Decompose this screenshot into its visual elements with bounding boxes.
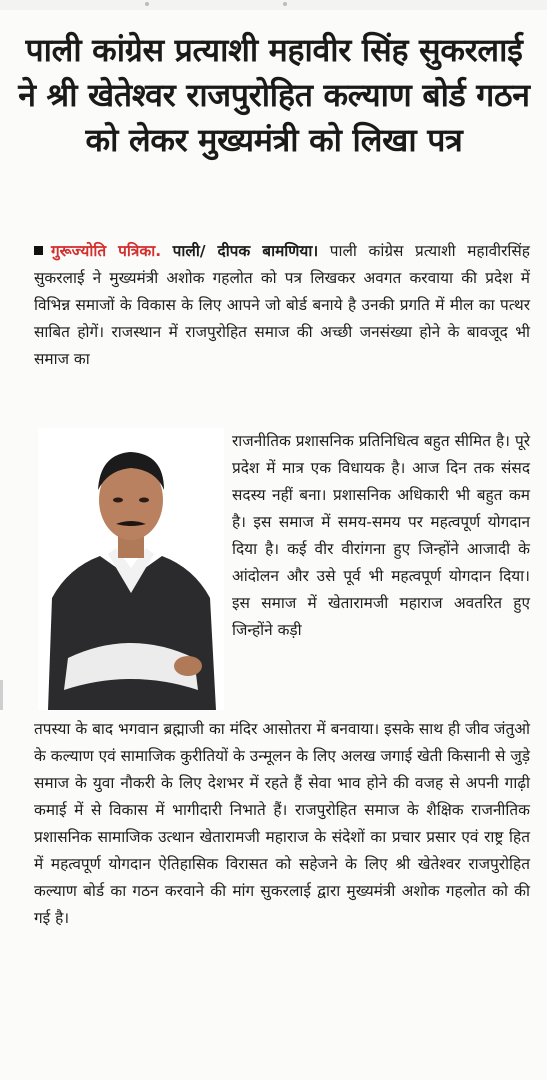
- print-mark: [145, 2, 149, 6]
- wrap-paragraph: राजनीतिक प्रशासनिक प्रतिनिधित्व बहुत सीमित है। पूरे प्रदेश में मात्र एक विधायक है। आज दिन तक संसद सदस्य नहीं बना। प्रशासनिक अधिकारी भी बहुत कम है। इस समाज में समय-समय पर महत्वपूर्ण योगदान दिया है। कई वीर वीरांगना हुए जिन्होंने आजादी के आंदोलन और उसे पूर्व भी महत्वपूर्ण योगदान दिया। इस समाज में खेतारामजी महाराज अवतरित हुए जिन्होंने कड़ी: [232, 432, 530, 639]
- top-strip: [0, 0, 547, 10]
- scan-edge-mark: [0, 680, 3, 710]
- lead-paragraph: पाली कांग्रेस प्रत्याशी महावीरसिंह सुकरलाई ने मुख्यमंत्री अशोक गहलोत को पत्र लिखकर अवगत करवाया की प्रदेश में विभिन्न समाजों के विकास के लिए आपने जो बोर्ड बनाये है उनकी प्रगति में मील का पत्थर साबित होगें। राजस्थान में राजपुरोहित समाज की अच्छी जनसंख्या होने के बावजूद भी समाज का: [34, 242, 530, 368]
- portrait-image: [38, 428, 224, 710]
- source-name: गुरूज्योति पत्रिका.: [51, 242, 162, 260]
- reporter-dateline: पाली/ दीपक बामणिया।: [172, 242, 319, 260]
- byline-lead: [34, 238, 530, 373]
- headline: पाली कांग्रेस प्रत्याशी महावीर सिंह सुकरलाई ने श्री खेतेश्वर राजपुरोहित कल्याण बोर्ड गठन को लेकर मुख्यमंत्री को लिखा पत्र: [18, 31, 530, 159]
- square-bullet-icon: [34, 246, 43, 255]
- print-mark: [283, 2, 287, 6]
- candidate-photo: [38, 428, 224, 710]
- closing-paragraph: तपस्या के बाद भगवान ब्रह्माजी का मंदिर आसोतरा में बनवाया। इसके साथ ही जीव जंतुओ के कल्याण एवं सामाजिक कुरीतियों के उन्मूलन के लिए अलख जगाई खेती किसानी से जुड़े समाज के युवा नौकरी के लिए देशभर में रहते हैं सेवा भाव होने की वजह से अपनी गाढ़ी कमाई में से विकास में भागीदारी निभाते हैं। राजपुरोहित समाज के शैक्षिक राजनीतिक प्रशासनिक सामाजिक उत्थान खेतारामजी महाराज के संदेशों का प्रचार प्रसार एवं राष्ट्र हित में महत्वपूर्ण योगदान ऐतिहासिक विरासत को सहेजने के लिए श्री खेतेश्वर राजपुरोहित कल्याण बोर्ड का गठन करवाने की मांग सुकरलाई द्वारा मुख्यमंत्री अशोक गहलोत को की गई है।: [34, 720, 530, 927]
